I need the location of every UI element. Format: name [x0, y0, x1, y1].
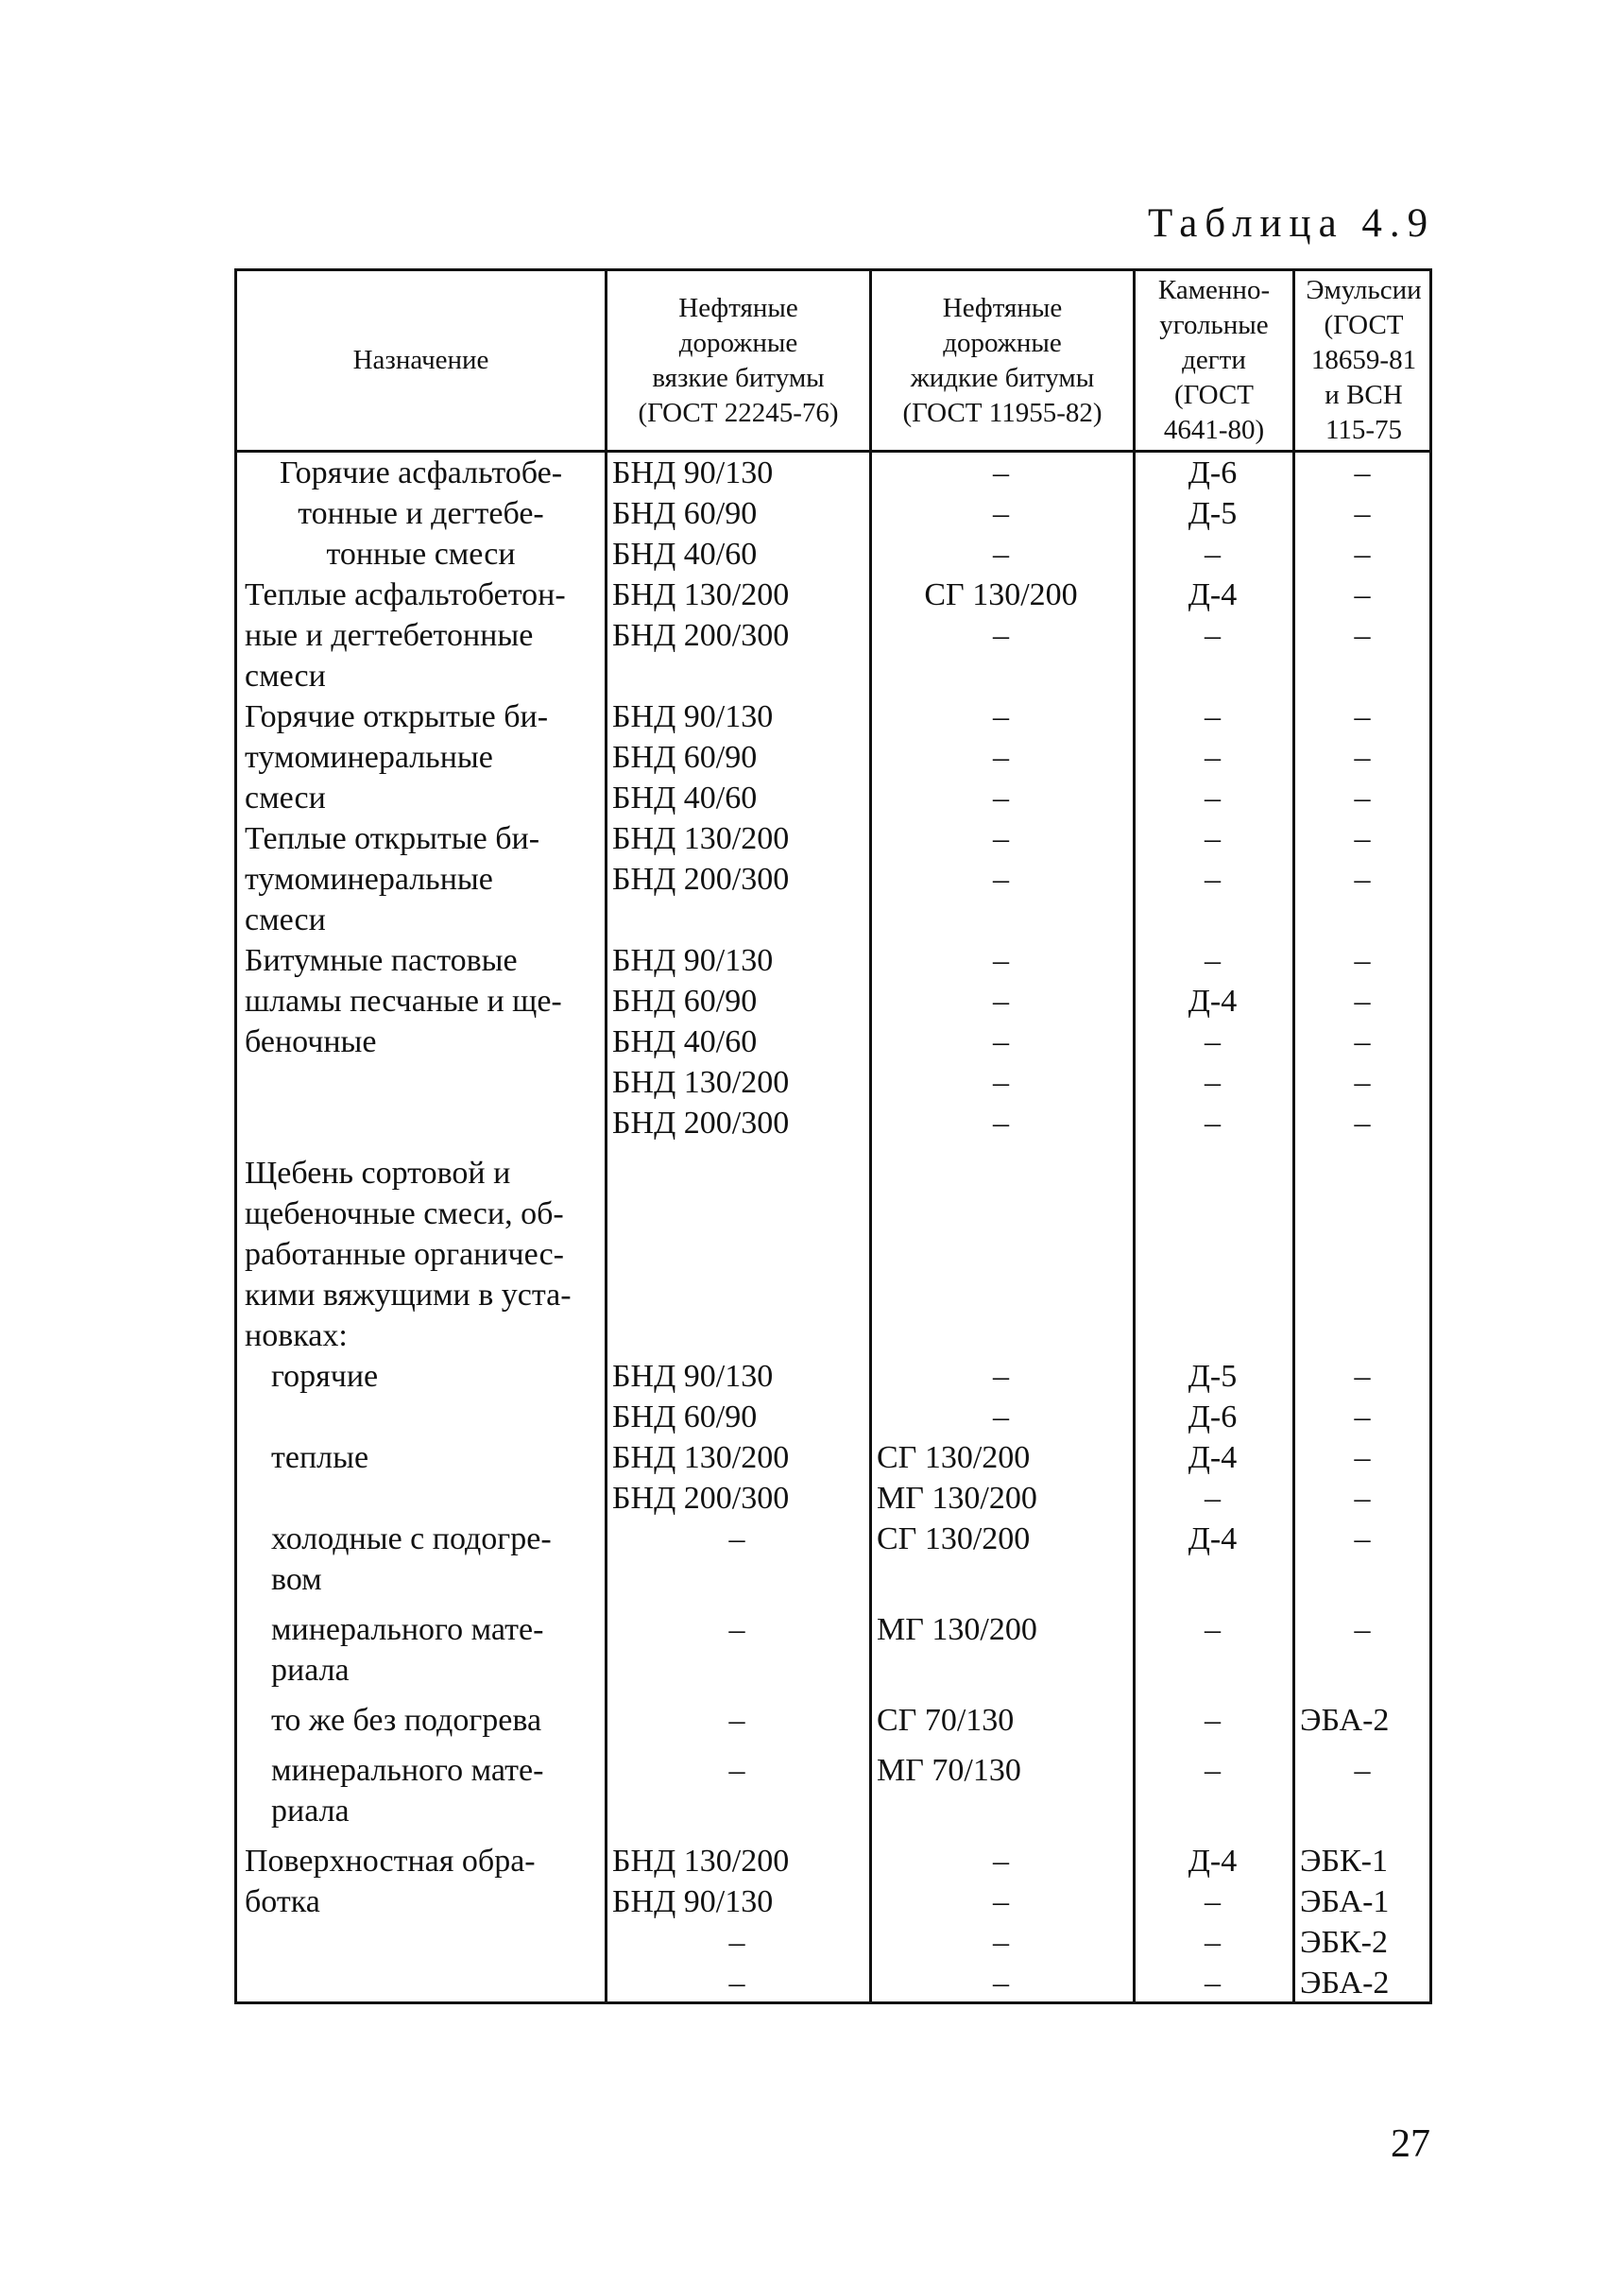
cell-liquid: МГ 70/130 [877, 1753, 1021, 1788]
cell-purpose: беночные [245, 1024, 377, 1059]
cell-liquid: МГ 130/200 [877, 1481, 1037, 1516]
cell-viscous: БНД 130/200 [612, 821, 790, 856]
cell-purpose: работанные органичес- [245, 1237, 565, 1272]
table-row [237, 1478, 1429, 1519]
cell-emulsion [1292, 1559, 1432, 1600]
cell-liquid: – [993, 455, 1009, 490]
header-coal-tar: Каменно- угольные дегти (ГОСТ 4641-80) [1157, 275, 1271, 445]
cell-tar: Д-5 [1188, 1359, 1238, 1394]
cell-purpose: Щебень сортовой и [245, 1156, 511, 1191]
cell-liquid: – [993, 699, 1009, 734]
cell-liquid: – [993, 1024, 1009, 1059]
cell-purpose: кими вяжущими в уста- [245, 1278, 572, 1313]
cell-liquid [869, 1153, 1133, 1194]
cell-viscous: БНД 60/90 [612, 496, 758, 531]
cell-viscous: БНД 40/60 [612, 1024, 758, 1059]
cell-viscous: БНД 200/300 [612, 618, 790, 653]
cell-purpose: Теплые открытые би- [245, 821, 540, 856]
table-row [237, 940, 1429, 981]
cell-purpose: риала [271, 1794, 350, 1829]
page-number: 27 [1391, 2122, 1430, 2166]
cell-viscous: – [728, 1925, 745, 1960]
table-row [237, 1609, 1429, 1650]
cell-emulsion: ЭБК-2 [1300, 1925, 1388, 1960]
cell-tar: – [1205, 943, 1221, 978]
table-row [237, 1922, 1429, 1963]
cell-purpose: Поверхностная обра- [245, 1844, 536, 1879]
cell-emulsion: – [1354, 618, 1371, 653]
table-row [237, 1750, 1429, 1791]
cell-emulsion: ЭБК-1 [1300, 1844, 1388, 1879]
cell-liquid: – [993, 1925, 1009, 1960]
cell-tar: – [1205, 1925, 1221, 1960]
table-row [237, 1791, 1429, 1831]
cell-viscous: БНД 130/200 [612, 1844, 790, 1879]
cell-tar [1133, 1194, 1292, 1234]
table-row [237, 859, 1429, 900]
table-row [237, 737, 1429, 778]
cell-purpose: новках: [245, 1318, 348, 1353]
cell-tar: – [1205, 821, 1221, 856]
cell-emulsion: – [1354, 1481, 1371, 1516]
table-row [237, 1275, 1429, 1315]
cell-tar: – [1205, 740, 1221, 775]
cell-tar: – [1205, 699, 1221, 734]
cell-viscous [605, 1559, 869, 1600]
cell-emulsion [1292, 1275, 1432, 1315]
cell-liquid: – [993, 943, 1009, 978]
cell-purpose: тонные и дегтебе- [298, 496, 544, 531]
table-row [237, 575, 1429, 615]
cell-liquid: – [993, 1844, 1009, 1879]
cell-viscous: БНД 90/130 [612, 1884, 774, 1919]
cell-tar [1133, 1315, 1292, 1356]
cell-emulsion: – [1354, 862, 1371, 897]
cell-tar [1133, 1234, 1292, 1275]
header-viscous-bitumen: Нефтяные дорожные вязкие битумы (ГОСТ 22245-76) [638, 292, 839, 428]
cell-liquid: – [993, 1359, 1009, 1394]
header-liquid-bitumen: Нефтяные дорожные жидкие битумы (ГОСТ 11955-82) [902, 292, 1103, 428]
cell-tar: Д-6 [1188, 1400, 1238, 1434]
cell-viscous: БНД 200/300 [612, 1481, 790, 1516]
cell-liquid: – [993, 1106, 1009, 1141]
cell-emulsion [1292, 1194, 1432, 1234]
cell-tar: – [1205, 537, 1221, 572]
table-row [237, 493, 1429, 534]
cell-liquid [869, 1194, 1133, 1234]
cell-purpose [237, 1103, 605, 1143]
cell-tar: – [1205, 1024, 1221, 1059]
table-row [237, 656, 1429, 696]
table-row [237, 615, 1429, 656]
cell-emulsion: – [1354, 943, 1371, 978]
cell-emulsion: – [1354, 1106, 1371, 1141]
table-row [237, 1650, 1429, 1691]
cell-purpose [237, 1062, 605, 1103]
cell-tar: – [1205, 781, 1221, 816]
cell-emulsion [1292, 1315, 1432, 1356]
cell-viscous: БНД 130/200 [612, 1065, 790, 1100]
header-emulsions: Эмульсии (ГОСТ 18659-81 и ВСН 115-75 [1306, 275, 1422, 445]
cell-viscous [605, 1650, 869, 1691]
cell-viscous [605, 900, 869, 940]
cell-emulsion: ЭБА-2 [1300, 1966, 1390, 2001]
cell-purpose: холодные с подогре- [271, 1521, 552, 1556]
cell-liquid [869, 900, 1133, 940]
cell-tar: Д-4 [1188, 1844, 1238, 1879]
cell-purpose: смеси [245, 659, 326, 694]
table-row [237, 453, 1429, 493]
table-row [237, 1315, 1429, 1356]
cell-purpose: горячие [271, 1359, 379, 1394]
cell-tar [1133, 1153, 1292, 1194]
cell-tar [1133, 900, 1292, 940]
table-row [237, 1194, 1429, 1234]
cell-tar [1133, 656, 1292, 696]
cell-viscous: БНД 40/60 [612, 537, 758, 572]
cell-purpose: смеси [245, 902, 326, 937]
table-body [237, 453, 1429, 2003]
cell-tar: – [1205, 618, 1221, 653]
cell-emulsion: – [1354, 1753, 1371, 1788]
cell-purpose: ботка [245, 1884, 320, 1919]
cell-liquid: СГ 130/200 [924, 577, 1078, 612]
cell-purpose: щебеночные смеси, об- [245, 1196, 564, 1231]
cell-purpose: шламы песчаные и ще- [245, 984, 562, 1019]
cell-liquid: – [993, 740, 1009, 775]
table-row [237, 1559, 1429, 1600]
cell-emulsion: – [1354, 1359, 1371, 1394]
cell-purpose [237, 1963, 605, 2003]
table-row [237, 1153, 1429, 1194]
cell-emulsion: – [1354, 1521, 1371, 1556]
table-row [237, 1963, 1429, 2003]
table-row [237, 1700, 1429, 1741]
cell-tar: – [1205, 1703, 1221, 1738]
cell-viscous [605, 1791, 869, 1831]
row-spacer [237, 1831, 1429, 1841]
cell-emulsion: – [1354, 496, 1371, 531]
cell-purpose [237, 1397, 605, 1437]
cell-tar: Д-4 [1188, 984, 1238, 1019]
cell-tar: Д-4 [1188, 1521, 1238, 1556]
cell-tar: – [1205, 1884, 1221, 1919]
cell-liquid: – [993, 1065, 1009, 1100]
table-row [237, 818, 1429, 859]
cell-purpose: риала [271, 1653, 350, 1688]
cell-purpose: Битумные пастовые [245, 943, 518, 978]
cell-emulsion [1292, 900, 1432, 940]
cell-viscous: – [728, 1966, 745, 2001]
cell-liquid: МГ 130/200 [877, 1612, 1037, 1647]
cell-emulsion [1292, 1153, 1432, 1194]
row-spacer [237, 1600, 1429, 1609]
cell-tar: – [1205, 1065, 1221, 1100]
cell-liquid [869, 1315, 1133, 1356]
cell-tar: Д-6 [1188, 455, 1238, 490]
cell-viscous: БНД 90/130 [612, 699, 774, 734]
cell-viscous: БНД 130/200 [612, 577, 790, 612]
cell-liquid: – [993, 1966, 1009, 2001]
cell-viscous: – [728, 1612, 745, 1647]
cell-purpose [237, 1478, 605, 1519]
cell-purpose: минерального мате- [271, 1612, 544, 1647]
cell-emulsion: – [1354, 537, 1371, 572]
cell-emulsion [1292, 656, 1432, 696]
cell-viscous: БНД 90/130 [612, 1359, 774, 1394]
cell-tar [1133, 1275, 1292, 1315]
cell-emulsion: ЭБА-1 [1300, 1884, 1390, 1919]
cell-viscous: БНД 60/90 [612, 740, 758, 775]
row-spacer [237, 1741, 1429, 1750]
cell-tar: – [1205, 862, 1221, 897]
table-row [237, 1062, 1429, 1103]
cell-emulsion: – [1354, 455, 1371, 490]
cell-viscous [605, 1315, 869, 1356]
cell-viscous [605, 656, 869, 696]
cell-viscous [605, 1275, 869, 1315]
cell-viscous: БНД 90/130 [612, 455, 774, 490]
header-purpose: Назначение [352, 345, 489, 375]
table-row [237, 1103, 1429, 1143]
cell-purpose: минерального мате- [271, 1753, 544, 1788]
cell-liquid: – [993, 821, 1009, 856]
cell-purpose: Горячие асфальтобе- [279, 455, 563, 490]
cell-emulsion: – [1354, 577, 1371, 612]
cell-liquid [869, 1791, 1133, 1831]
row-spacer [237, 1143, 1429, 1153]
table-row [237, 1356, 1429, 1397]
cell-viscous [605, 1153, 869, 1194]
table-row [237, 1234, 1429, 1275]
cell-viscous: БНД 40/60 [612, 781, 758, 816]
cell-purpose [237, 1922, 605, 1963]
cell-purpose: Теплые асфальтобетон- [245, 577, 566, 612]
cell-tar [1133, 1791, 1292, 1831]
cell-tar: – [1205, 1753, 1221, 1788]
cell-purpose: Горячие открытые би- [245, 699, 549, 734]
cell-liquid: – [993, 862, 1009, 897]
table-row [237, 1437, 1429, 1478]
cell-emulsion: – [1354, 699, 1371, 734]
cell-purpose: тумоминеральные [245, 740, 493, 775]
cell-viscous: БНД 200/300 [612, 862, 790, 897]
cell-viscous [605, 1234, 869, 1275]
cell-emulsion: – [1354, 781, 1371, 816]
cell-tar: Д-4 [1188, 577, 1238, 612]
table-caption: Таблица 4.9 [1148, 201, 1436, 246]
cell-liquid [869, 1234, 1133, 1275]
cell-tar: – [1205, 1481, 1221, 1516]
cell-emulsion: – [1354, 1400, 1371, 1434]
cell-viscous: БНД 90/130 [612, 943, 774, 978]
cell-liquid: – [993, 984, 1009, 1019]
cell-emulsion: – [1354, 740, 1371, 775]
cell-tar: – [1205, 1966, 1221, 2001]
table-row [237, 1841, 1429, 1881]
cell-emulsion [1292, 1791, 1432, 1831]
cell-tar [1133, 1650, 1292, 1691]
cell-tar: – [1205, 1106, 1221, 1141]
cell-liquid: СГ 70/130 [877, 1703, 1015, 1738]
cell-liquid: – [993, 496, 1009, 531]
cell-viscous: БНД 60/90 [612, 984, 758, 1019]
table-row [237, 1397, 1429, 1437]
cell-viscous [605, 1194, 869, 1234]
cell-tar: Д-5 [1188, 496, 1238, 531]
cell-emulsion [1292, 1650, 1432, 1691]
table-row [237, 696, 1429, 737]
cell-liquid: – [993, 1884, 1009, 1919]
cell-liquid [869, 1275, 1133, 1315]
cell-viscous: – [728, 1521, 745, 1556]
cell-emulsion: – [1354, 1440, 1371, 1475]
cell-purpose: тумоминеральные [245, 862, 493, 897]
table-row [237, 981, 1429, 1022]
cell-liquid [869, 1650, 1133, 1691]
cell-purpose: ные и дегтебетонные [245, 618, 534, 653]
cell-tar: – [1205, 1612, 1221, 1647]
cell-liquid: – [993, 537, 1009, 572]
table-row [237, 534, 1429, 575]
cell-emulsion: – [1354, 821, 1371, 856]
table-row [237, 1881, 1429, 1922]
cell-viscous: БНД 130/200 [612, 1440, 790, 1475]
cell-purpose: теплые [271, 1440, 369, 1475]
cell-purpose: тонные смеси [326, 537, 516, 572]
cell-liquid [869, 1559, 1133, 1600]
cell-tar [1133, 1559, 1292, 1600]
cell-purpose: то же без подогрева [271, 1703, 542, 1738]
cell-liquid: – [993, 618, 1009, 653]
cell-emulsion: – [1354, 1024, 1371, 1059]
table-row [237, 900, 1429, 940]
cell-emulsion: ЭБА-2 [1300, 1703, 1390, 1738]
cell-emulsion: – [1354, 984, 1371, 1019]
bitumen-table [234, 268, 1432, 2004]
cell-liquid [869, 656, 1133, 696]
cell-purpose: вом [271, 1562, 322, 1597]
cell-emulsion: – [1354, 1612, 1371, 1647]
cell-liquid: СГ 130/200 [877, 1440, 1031, 1475]
cell-emulsion: – [1354, 1065, 1371, 1100]
cell-viscous: БНД 60/90 [612, 1400, 758, 1434]
cell-viscous: – [728, 1703, 745, 1738]
cell-liquid: – [993, 1400, 1009, 1434]
table-row [237, 1519, 1429, 1559]
table-row [237, 778, 1429, 818]
cell-viscous: БНД 200/300 [612, 1106, 790, 1141]
cell-tar: Д-4 [1188, 1440, 1238, 1475]
cell-purpose: смеси [245, 781, 326, 816]
row-spacer [237, 1691, 1429, 1700]
cell-emulsion [1292, 1234, 1432, 1275]
cell-liquid: – [993, 781, 1009, 816]
table-row [237, 1022, 1429, 1062]
cell-liquid: СГ 130/200 [877, 1521, 1031, 1556]
cell-viscous: – [728, 1753, 745, 1788]
